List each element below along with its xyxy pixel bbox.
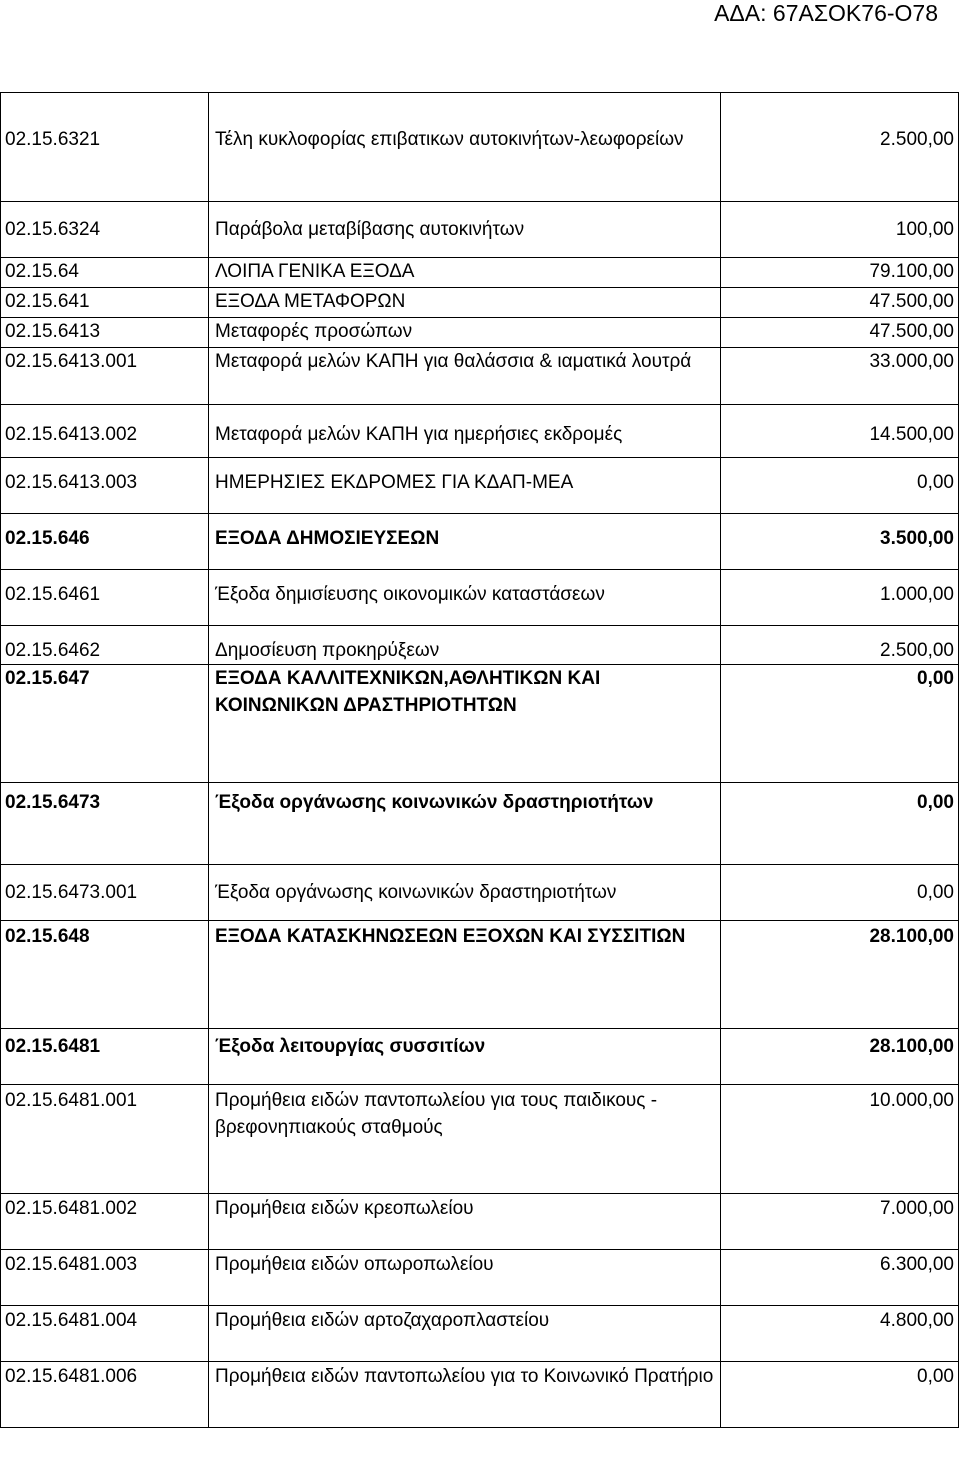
row-amount: 28.100,00 — [721, 921, 959, 1029]
row-code: 02.15.6413.003 — [1, 458, 209, 514]
row-description: ΕΞΟΔΑ ΚΑΛΛΙΤΕΧΝΙΚΩΝ,ΑΘΛΗΤΙΚΩΝ ΚΑΙ ΚΟΙΝΩΝΙΚΩΝ ΔΡΑΣΤΗΡΙΟΤΗΤΩΝ — [209, 665, 721, 783]
row-code: 02.15.648 — [1, 921, 209, 1029]
row-amount: 6.300,00 — [721, 1250, 959, 1306]
row-code: 02.15.6473.001 — [1, 865, 209, 921]
row-amount: 28.100,00 — [721, 1029, 959, 1085]
table-row — [1, 1029, 959, 1085]
row-description: ΗΜΕΡΗΣΙΕΣ ΕΚΔΡΟΜΕΣ ΓΙΑ ΚΔΑΠ-ΜΕΑ — [209, 458, 721, 514]
row-amount: 100,00 — [721, 202, 959, 258]
table-row — [1, 921, 959, 1029]
table-row — [1, 202, 959, 258]
row-description: Προμήθεια ειδών αρτοζαχαροπλαστείου — [209, 1306, 721, 1362]
row-amount: 7.000,00 — [721, 1194, 959, 1250]
row-description: Προμήθεια ειδών παντοπωλείου για το Κοινωνικό Πρατήριο — [209, 1362, 721, 1428]
row-amount: 10.000,00 — [721, 1085, 959, 1194]
table-row — [1, 458, 959, 514]
row-code: 02.15.6413.001 — [1, 348, 209, 405]
row-code: 02.15.6413 — [1, 318, 209, 348]
table-row — [1, 288, 959, 318]
row-description: Προμήθεια ειδών κρεοπωλείου — [209, 1194, 721, 1250]
row-code: 02.15.6481.002 — [1, 1194, 209, 1250]
row-code: 02.15.6462 — [1, 626, 209, 665]
row-description: Έξοδα δημισίευσης οικονομικών καταστάσεων — [209, 570, 721, 626]
table-row — [1, 665, 959, 783]
row-amount: 0,00 — [721, 783, 959, 865]
row-amount: 47.500,00 — [721, 288, 959, 318]
row-description: Δημοσίευση προκηρύξεων — [209, 626, 721, 665]
table-row — [1, 865, 959, 921]
row-code: 02.15.6481.006 — [1, 1362, 209, 1428]
table-row — [1, 258, 959, 288]
row-description: ΕΞΟΔΑ ΜΕΤΑΦΟΡΩΝ — [209, 288, 721, 318]
table-row — [1, 570, 959, 626]
table-row — [1, 93, 959, 202]
row-code: 02.15.6481.003 — [1, 1250, 209, 1306]
table-row — [1, 1250, 959, 1306]
row-amount: 3.500,00 — [721, 514, 959, 570]
budget-table — [0, 92, 959, 1428]
row-description: ΕΞΟΔΑ ΚΑΤΑΣΚΗΝΩΣΕΩΝ ΕΞΟΧΩΝ ΚΑΙ ΣΥΣΣΙΤΙΩΝ — [209, 921, 721, 1029]
row-description: ΕΞΟΔΑ ΔΗΜΟΣΙΕΥΣΕΩΝ — [209, 514, 721, 570]
row-amount: 33.000,00 — [721, 348, 959, 405]
row-description: Μεταφορές προσώπων — [209, 318, 721, 348]
row-code: 02.15.6321 — [1, 93, 209, 202]
table-row — [1, 348, 959, 405]
row-amount: 1.000,00 — [721, 570, 959, 626]
table-row — [1, 514, 959, 570]
row-amount: 0,00 — [721, 665, 959, 783]
table-row — [1, 405, 959, 458]
row-description: Τέλη κυκλοφορίας επιβατικων αυτοκινήτων-λεωφορείων — [209, 93, 721, 202]
row-amount: 0,00 — [721, 1362, 959, 1428]
row-description: Προμήθεια ειδών παντοπωλείου για τους παιδικους - βρεφονηπιακούς σταθμούς — [209, 1085, 721, 1194]
table-row — [1, 1085, 959, 1194]
row-description: ΛΟΙΠΑ ΓΕΝΙΚΑ ΕΞΟΔΑ — [209, 258, 721, 288]
row-amount: 0,00 — [721, 865, 959, 921]
row-amount: 14.500,00 — [721, 405, 959, 458]
row-code: 02.15.6413.002 — [1, 405, 209, 458]
row-amount: 47.500,00 — [721, 318, 959, 348]
table-row — [1, 626, 959, 665]
ada-code: ΑΔΑ: 67ΑΣΟΚ76-Ο78 — [714, 0, 938, 26]
row-amount: 4.800,00 — [721, 1306, 959, 1362]
row-description: Έξοδα οργάνωσης κοινωνικών δραστηριοτήτων — [209, 865, 721, 921]
table-row — [1, 1362, 959, 1428]
row-code: 02.15.646 — [1, 514, 209, 570]
row-description: Έξοδα λειτουργίας συσσιτίων — [209, 1029, 721, 1085]
row-code: 02.15.6481.001 — [1, 1085, 209, 1194]
row-description: Έξοδα οργάνωσης κοινωνικών δραστηριοτήτων — [209, 783, 721, 865]
row-description: Παράβολα μεταβίβασης αυτοκινήτων — [209, 202, 721, 258]
row-code: 02.15.6481.004 — [1, 1306, 209, 1362]
row-description: Μεταφορά μελών ΚΑΠΗ για ημερήσιες εκδρομές — [209, 405, 721, 458]
row-description: Μεταφορά μελών ΚΑΠΗ για θαλάσσια & ιαματικά λουτρά — [209, 348, 721, 405]
row-amount: 0,00 — [721, 458, 959, 514]
table-row — [1, 783, 959, 865]
row-code: 02.15.6324 — [1, 202, 209, 258]
table-row — [1, 1194, 959, 1250]
row-code: 02.15.647 — [1, 665, 209, 783]
row-code: 02.15.6481 — [1, 1029, 209, 1085]
row-amount: 2.500,00 — [721, 93, 959, 202]
row-code: 02.15.64 — [1, 258, 209, 288]
table-row — [1, 1306, 959, 1362]
row-code: 02.15.641 — [1, 288, 209, 318]
table-row — [1, 318, 959, 348]
row-amount: 2.500,00 — [721, 626, 959, 665]
row-code: 02.15.6473 — [1, 783, 209, 865]
row-code: 02.15.6461 — [1, 570, 209, 626]
row-amount: 79.100,00 — [721, 258, 959, 288]
row-description: Προμήθεια ειδών οπωροπωλείου — [209, 1250, 721, 1306]
